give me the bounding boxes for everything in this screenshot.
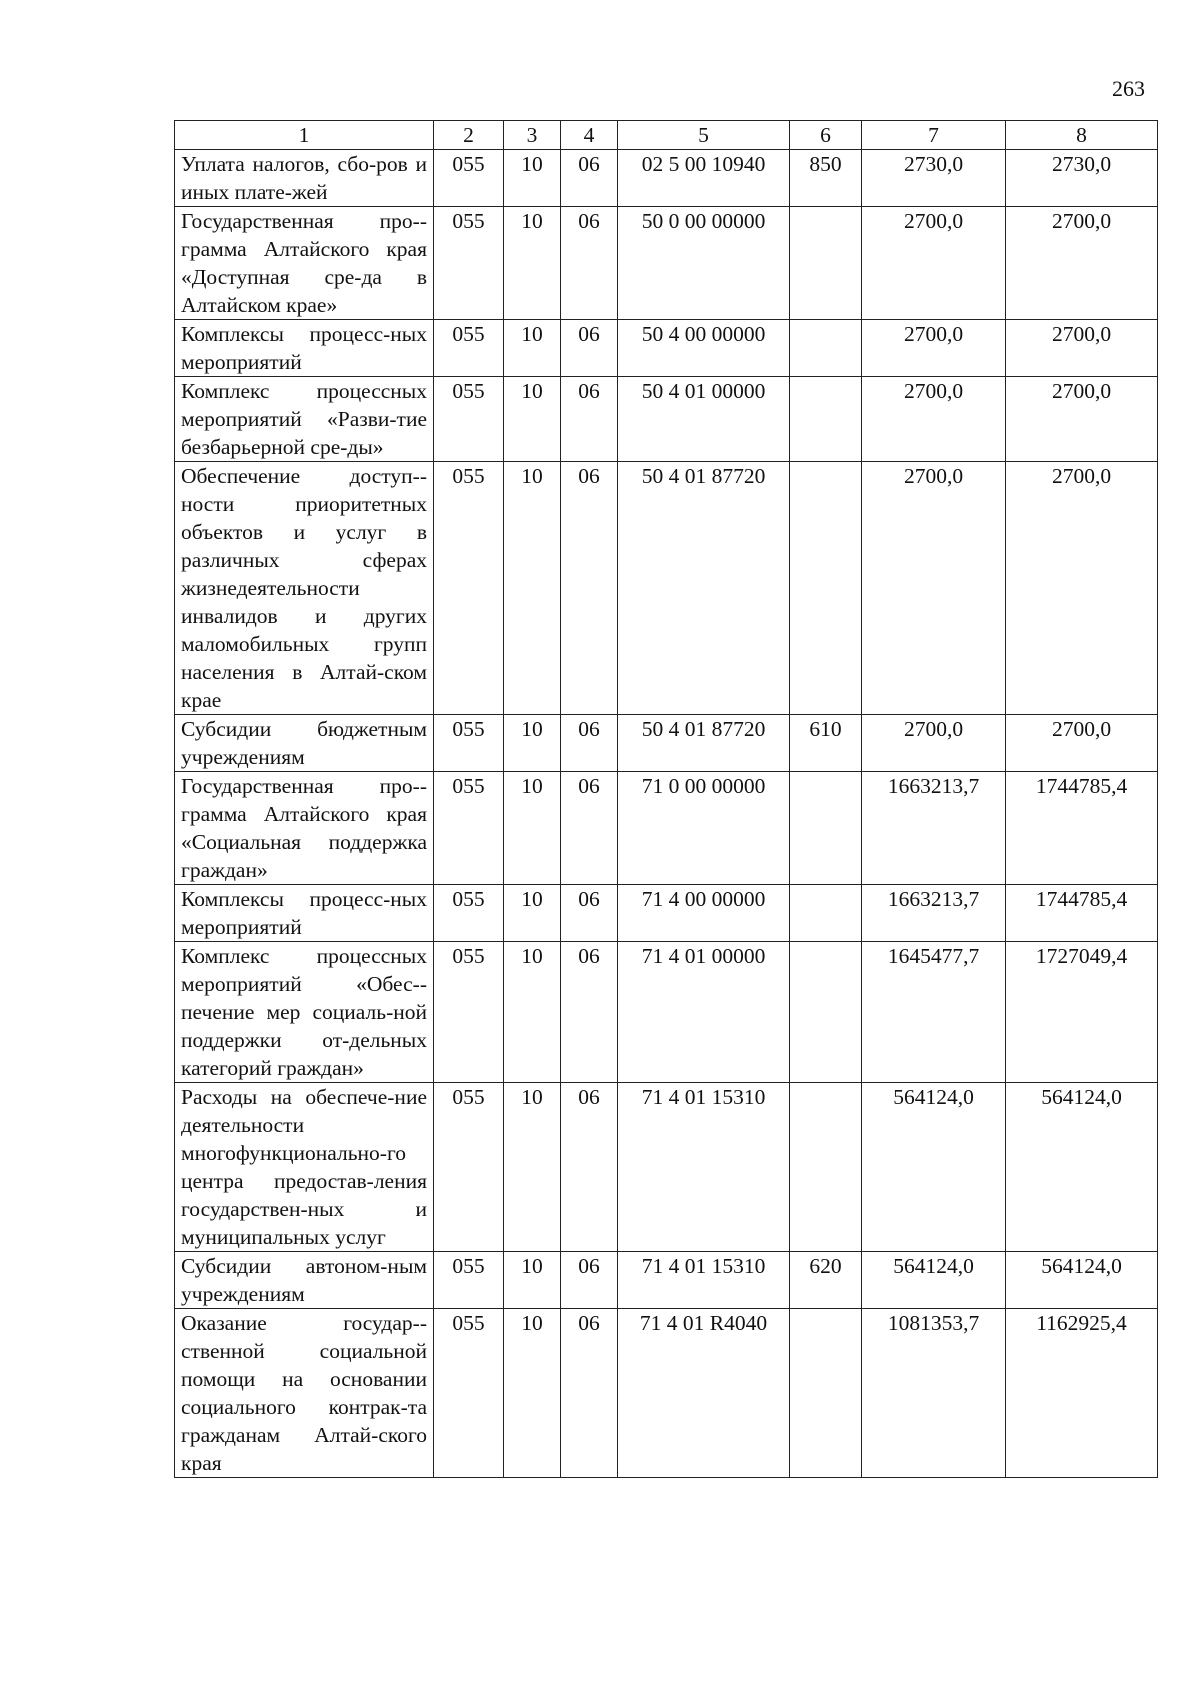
row-ministry-code: 055 (434, 1309, 504, 1478)
row-amount-year-2: 2700,0 (1006, 462, 1158, 715)
budget-table (174, 120, 1158, 1478)
row-expense-type (790, 942, 862, 1083)
row-expense-type: 620 (790, 1252, 862, 1309)
row-amount-year-1: 2700,0 (862, 715, 1006, 772)
table-row (175, 1252, 1158, 1309)
row-subsection: 06 (561, 1083, 618, 1252)
row-expense-type (790, 320, 862, 377)
row-ministry-code: 055 (434, 1083, 504, 1252)
row-amount-year-1: 564124,0 (862, 1083, 1006, 1252)
row-section: 10 (504, 462, 561, 715)
table-row (175, 885, 1158, 942)
row-target-article: 71 4 01 15310 (618, 1083, 790, 1252)
row-target-article: 50 4 01 87720 (618, 715, 790, 772)
table-row (175, 462, 1158, 715)
row-amount-year-2: 2700,0 (1006, 377, 1158, 462)
row-subsection: 06 (561, 942, 618, 1083)
row-ministry-code: 055 (434, 942, 504, 1083)
row-subsection: 06 (561, 207, 618, 320)
row-subsection: 06 (561, 320, 618, 377)
row-subsection: 06 (561, 715, 618, 772)
row-amount-year-1: 1645477,7 (862, 942, 1006, 1083)
row-expense-type (790, 1083, 862, 1252)
table-row (175, 715, 1158, 772)
row-amount-year-2: 1744785,4 (1006, 772, 1158, 885)
row-expense-type (790, 1309, 862, 1478)
row-target-article: 50 4 01 00000 (618, 377, 790, 462)
row-subsection: 06 (561, 150, 618, 207)
header-col-8: 8 (1006, 121, 1158, 150)
row-expense-type (790, 377, 862, 462)
row-target-article: 71 4 00 00000 (618, 885, 790, 942)
row-section: 10 (504, 150, 561, 207)
row-name: Субсидии автоном-ным учреждениям (175, 1252, 434, 1309)
row-section: 10 (504, 1083, 561, 1252)
row-subsection: 06 (561, 377, 618, 462)
row-section: 10 (504, 715, 561, 772)
row-ministry-code: 055 (434, 885, 504, 942)
row-subsection: 06 (561, 462, 618, 715)
row-subsection: 06 (561, 772, 618, 885)
row-amount-year-2: 1744785,4 (1006, 885, 1158, 942)
row-section: 10 (504, 772, 561, 885)
row-amount-year-2: 564124,0 (1006, 1252, 1158, 1309)
row-name: Комплексы процесс-ных мероприятий (175, 885, 434, 942)
row-name: Комплексы процесс-ных мероприятий (175, 320, 434, 377)
table-row (175, 1309, 1158, 1478)
row-subsection: 06 (561, 1252, 618, 1309)
row-ministry-code: 055 (434, 320, 504, 377)
row-expense-type (790, 885, 862, 942)
row-target-article: 71 4 01 R4040 (618, 1309, 790, 1478)
table-row (175, 207, 1158, 320)
row-section: 10 (504, 1309, 561, 1478)
page-number: 263 (1112, 76, 1145, 101)
header-col-2: 2 (434, 121, 504, 150)
table-row (175, 1083, 1158, 1252)
row-amount-year-2: 564124,0 (1006, 1083, 1158, 1252)
header-col-4: 4 (561, 121, 618, 150)
row-target-article: 71 0 00 00000 (618, 772, 790, 885)
row-expense-type (790, 207, 862, 320)
table-row (175, 377, 1158, 462)
row-expense-type: 610 (790, 715, 862, 772)
row-amount-year-1: 1081353,7 (862, 1309, 1006, 1478)
row-ministry-code: 055 (434, 150, 504, 207)
header-col-3: 3 (504, 121, 561, 150)
row-section: 10 (504, 942, 561, 1083)
row-ministry-code: 055 (434, 377, 504, 462)
row-amount-year-1: 2730,0 (862, 150, 1006, 207)
table-row (175, 150, 1158, 207)
row-target-article: 50 4 00 00000 (618, 320, 790, 377)
row-section: 10 (504, 320, 561, 377)
row-name: Обеспечение доступ-ности приоритетных объектов и услуг в различных сферах жизнедеятельности инвалидов и других маломобильных групп населения в Алтай-ском крае (175, 462, 434, 715)
table-row (175, 942, 1158, 1083)
row-section: 10 (504, 377, 561, 462)
row-amount-year-1: 1663213,7 (862, 772, 1006, 885)
row-amount-year-2: 2700,0 (1006, 715, 1158, 772)
row-amount-year-2: 1727049,4 (1006, 942, 1158, 1083)
header-col-7: 7 (862, 121, 1006, 150)
row-ministry-code: 055 (434, 772, 504, 885)
row-target-article: 50 0 00 00000 (618, 207, 790, 320)
row-section: 10 (504, 885, 561, 942)
row-section: 10 (504, 1252, 561, 1309)
row-expense-type: 850 (790, 150, 862, 207)
header-col-5: 5 (618, 121, 790, 150)
row-subsection: 06 (561, 1309, 618, 1478)
row-amount-year-1: 564124,0 (862, 1252, 1006, 1309)
table-row (175, 772, 1158, 885)
row-expense-type (790, 462, 862, 715)
row-amount-year-2: 1162925,4 (1006, 1309, 1158, 1478)
header-col-6: 6 (790, 121, 862, 150)
row-amount-year-1: 2700,0 (862, 377, 1006, 462)
row-subsection: 06 (561, 885, 618, 942)
row-name: Комплекс процессных мероприятий «Обес-печение мер социаль-ной поддержки от-дельных категорий граждан» (175, 942, 434, 1083)
row-name: Комплекс процессных мероприятий «Разви-тие безбарьерной сре-ды» (175, 377, 434, 462)
row-name: Субсидии бюджетным учреждениям (175, 715, 434, 772)
row-ministry-code: 055 (434, 462, 504, 715)
row-name: Государственная про-грамма Алтайского края «Социальная поддержка граждан» (175, 772, 434, 885)
row-name: Оказание государ-ственной социальной помощи на основании социального контрак-та гражданам Алтай-ского края (175, 1309, 434, 1478)
row-target-article: 71 4 01 15310 (618, 1252, 790, 1309)
header-row (175, 121, 1158, 150)
row-section: 10 (504, 207, 561, 320)
row-expense-type (790, 772, 862, 885)
table-row (175, 320, 1158, 377)
row-ministry-code: 055 (434, 207, 504, 320)
row-amount-year-2: 2730,0 (1006, 150, 1158, 207)
header-col-1: 1 (175, 121, 434, 150)
row-amount-year-1: 1663213,7 (862, 885, 1006, 942)
row-amount-year-2: 2700,0 (1006, 207, 1158, 320)
row-amount-year-1: 2700,0 (862, 207, 1006, 320)
row-amount-year-1: 2700,0 (862, 462, 1006, 715)
row-name: Уплата налогов, сбо-ров и иных плате-жей (175, 150, 434, 207)
row-amount-year-1: 2700,0 (862, 320, 1006, 377)
row-target-article: 50 4 01 87720 (618, 462, 790, 715)
row-target-article: 02 5 00 10940 (618, 150, 790, 207)
row-target-article: 71 4 01 00000 (618, 942, 790, 1083)
row-name: Расходы на обеспече-ние деятельности многофункционально-го центра предостав-ления государствен-ных и муниципальных услуг (175, 1083, 434, 1252)
row-amount-year-2: 2700,0 (1006, 320, 1158, 377)
row-ministry-code: 055 (434, 715, 504, 772)
row-ministry-code: 055 (434, 1252, 504, 1309)
row-name: Государственная про-грамма Алтайского края «Доступная сре-да в Алтайском крае» (175, 207, 434, 320)
